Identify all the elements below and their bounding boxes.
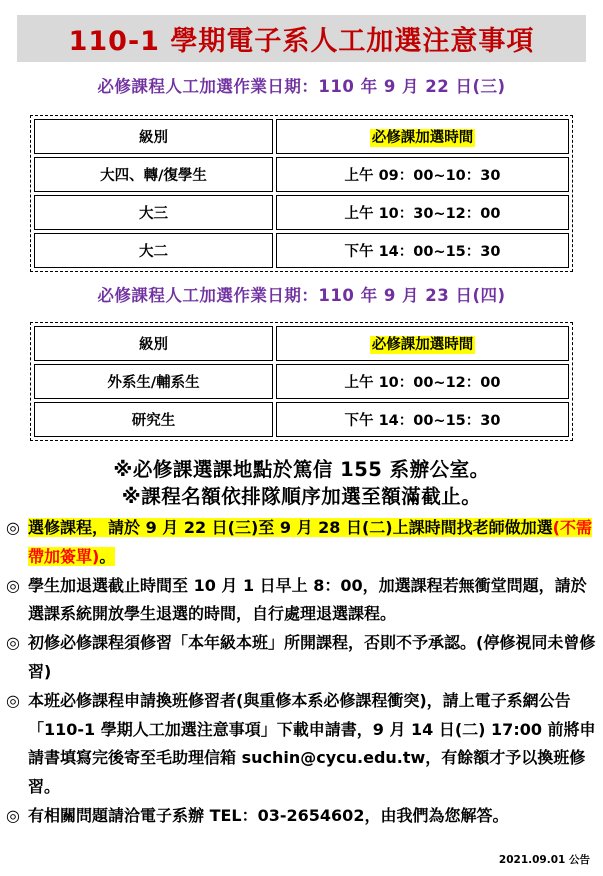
bullet-icon: ◎ [6,805,20,825]
table-row [34,195,569,230]
list-item [6,629,596,687]
session1-table [30,115,573,272]
row-level: 研究生 [34,402,273,437]
contact-note: 有相關問題請洽電子系辦 TEL：03-2654602，由我們為您解答。 [28,805,509,825]
drop-deadline-note: 學生加退選截止時間至 10 月 1 日早上 8：00，加選課程若無衝堂問題，請於選課系統開放學生退選的時間，自行處理退選課程。 [28,575,587,624]
table-row [34,233,569,268]
session2-date: 必修課程人工加選作業日期：110 年 9 月 23 日(四) [97,286,506,305]
list-item [6,802,596,831]
notes-list [6,514,596,831]
row-time: 上午 10：00~12：00 [276,364,569,399]
header-time [276,119,569,154]
required-course-note: 初修必修課程須修習「本年級本班」所開課程，否則不予承認。(停修視同未曾修習) [28,633,596,681]
header-level: 級別 [34,326,273,361]
bullet-icon: ◎ [6,518,20,537]
list-item [6,572,596,630]
table-header-row [34,119,569,154]
table-header-row [34,326,569,361]
header-time-label: 必修課加選時間 [371,337,474,353]
row-time: 上午 10：30~12：00 [276,195,569,230]
table-row [34,157,569,192]
row-time: 下午 14：00~15：30 [276,402,569,437]
row-level: 大三 [34,195,273,230]
bullet-icon: ◎ [6,575,20,595]
header-time-label: 必修課加選時間 [371,130,474,146]
row-time: 下午 14：00~15：30 [276,233,569,268]
list-item [6,687,596,802]
elective-note: 選修課程，請於 9 月 22 日(三)至 9 月 28 日(二)上課時間找老師做加選 [28,518,553,537]
row-level: 大四、轉/復學生 [34,157,273,192]
notice-quota: ※課程名額依排隊順序加選至額滿截止。 [121,485,482,508]
header-time [276,326,569,361]
class-switch-note: 本班必修課程申請換班修習者(與重修本系必修課程衝突)，請上電子系網公告「110-1 學期人工加選注意事項」下載申請書，9 月 14 日(二) 17:00 前將申請書填寫完後寄至毛助理信箱 suchin@cycu.edu.tw，有餘額才予以換班修習。 [28,690,596,797]
header-level: 級別 [34,119,273,154]
session1-date: 必修課程人工加選作業日期：110 年 9 月 22 日(三) [97,77,506,96]
notice-location: ※必修課選課地點於篤信 155 系辦公室。 [113,458,490,481]
announcement-date: 2021.09.01 公告 [498,854,590,866]
title-banner [17,15,586,62]
bullet-icon: ◎ [6,633,20,653]
elective-note-red: (不需帶加簽單) [28,518,592,566]
bullet-icon: ◎ [6,690,20,710]
elective-note-end: 。 [99,546,116,566]
row-time: 上午 09：00~10：30 [276,157,569,192]
row-level: 大二 [34,233,273,268]
list-item [6,514,596,572]
table-row [34,364,569,399]
session2-table [30,322,573,441]
page-title: 110-1 學期電子系人工加選注意事項 [68,26,535,57]
row-level: 外系生/輔系生 [34,364,273,399]
table-row [34,402,569,437]
